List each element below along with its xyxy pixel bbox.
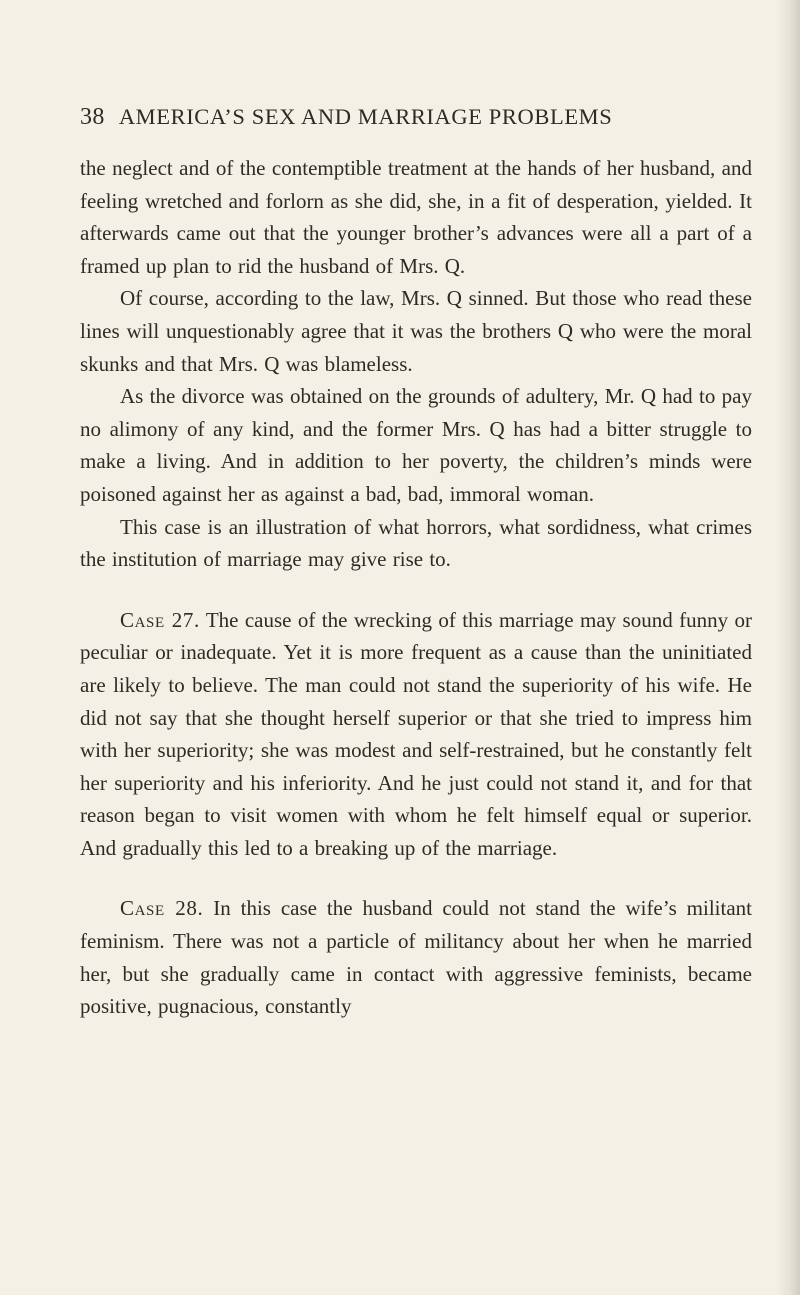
- case-28-text: In this case the husband could not stand the wife’s militant feminism. There was not a particle of militancy about her when he married her, but she gradually came in contact with aggressive feminists, became positive, pugnacious, constantly: [80, 896, 752, 1019]
- page-edge-shadow: [776, 0, 800, 1295]
- book-page: [80, 104, 752, 1023]
- paragraph: This case is an illustration of what horrors, what sordidness, what crimes the institution of marriage may give rise to.: [80, 514, 752, 572]
- case-27-text: The cause of the wrecking of this marriage may sound funny or peculiar or inadequate. Yet it is more frequent as a cause than the uninitiated are likely to believe. The man could not stand the superiority of his wife. He did not say that she thought herself superior or that she tried to impress him with her superiority; she was modest and self-restrained, but he constantly felt her superiority and his inferiority. And he just could not stand it, and for that reason began to visit women with whom he felt himself equal or superior. And gradually this led to a breaking up of the marriage.: [80, 607, 752, 860]
- case-28-paragraph: [80, 892, 752, 1022]
- paragraph: As the divorce was obtained on the grounds of adultery, Mr. Q had to pay no alimony of any kind, and the former Mrs. Q has had a bitter struggle to make a living. And in addition to her poverty, the children’s minds were poisoned against her as against a bad, bad, immoral woman.: [80, 384, 752, 506]
- running-head-title: AMERICA’S SEX AND MARRIAGE PROBLEMS: [118, 104, 613, 129]
- case-28-label: Case 28.: [120, 896, 204, 921]
- running-head: [80, 104, 752, 144]
- page-number: 38: [80, 104, 105, 130]
- paragraph: Of course, according to the law, Mrs. Q sinned. But those who read these lines will unquestionably agree that it was the brothers Q who were the moral skunks and that Mrs. Q was blameless.: [80, 286, 752, 376]
- paragraph-continued: the neglect and of the contemptible treatment at the hands of her husband, and feeling wretched and forlorn as she did, she, in a fit of desperation, yielded. It afterwards came out that the younger brother’s advances were all a part of a framed up plan to rid the husband of Mrs. Q.: [80, 156, 752, 278]
- case-27-paragraph: [80, 604, 752, 865]
- case-27-label: Case 27.: [120, 607, 200, 632]
- body-text: [80, 152, 752, 1023]
